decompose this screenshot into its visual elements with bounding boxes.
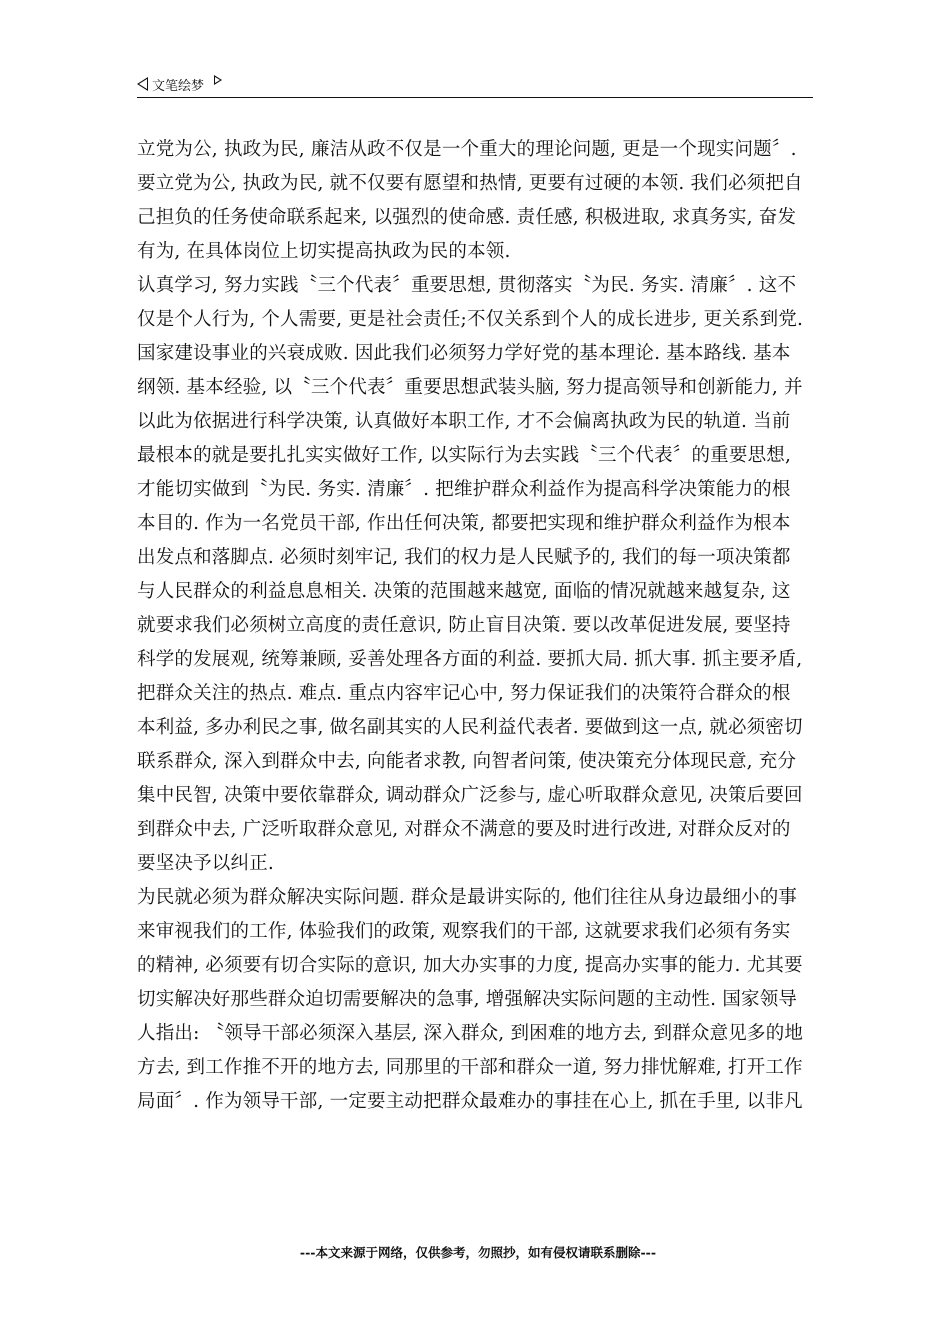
text-line: 与人民群众的利益息息相关. 决策的范围越来越宽, 面临的情况就越来越复杂, 这 [137,581,791,602]
text-line: 的精神, 必须要有切合实际的意识, 加大办实事的力度, 提高办实事的能力. 尤其要 [137,955,803,976]
text-line: 纲领. 基本经验, 以〝三个代表〞重要思想武装头脑, 努力提高领导和创新能力, 并 [137,377,803,398]
text-line: 才能切实做到〝为民. 务实. 清廉〞. 把维护群众利益作为提高科学决策能力的根 [137,479,791,500]
text-line: 己担负的任务使命联系起来, 以强烈的使命感. 责任感, 积极进取, 求真务实, 奋发 [137,207,797,228]
text-line: 到群众中去, 广泛听取群众意见, 对群众不满意的要及时进行改进, 对群众反对的 [137,819,791,840]
text-line: 科学的发展观, 统筹兼顾, 妥善处理各方面的利益. 要抓大局. 抓大事. 抓主要矛盾, [137,649,803,670]
text-line: 以此为依据进行科学决策, 认真做好本职工作, 才不会偏离执政为民的轨道. 当前 [137,411,791,432]
text-line: 国家建设事业的兴衰成败. 因此我们必须努力学好党的基本理论. 基本路线. 基本 [137,343,791,364]
text-line: 要立党为公, 执政为民, 就不仅要有愿望和热情, 更要有过硬的本领. 我们必须把自 [137,173,803,194]
triangle-left-icon [137,77,148,91]
text-line: 要坚决予以纠正. [137,853,274,874]
header-divider [137,97,813,98]
text-line: 把群众关注的热点. 难点. 重点内容牢记心中, 努力保证我们的决策符合群众的根 [137,683,791,704]
text-line: 人指出: 〝领导干部必须深入基层, 深入群众, 到困难的地方去, 到群众意见多的地 [137,1023,804,1044]
text-line: 仅是个人行为, 个人需要, 更是社会责任;不仅关系到个人的成长进步, 更关系到党. [137,309,804,330]
text-line: 本利益, 多办利民之事, 做名副其实的人民利益代表者. 要做到这一点, 就必须密切 [137,717,803,738]
text-line: 立党为公, 执政为民, 廉洁从政不仅是一个重大的理论问题, 更是一个现实问题〞. [137,139,797,160]
text-line: 切实解决好那些群众迫切需要解决的急事, 增强解决实际问题的主动性. 国家领导 [137,989,798,1010]
text-line: 方去, 到工作推不开的地方去, 同那里的干部和群众一道, 努力排忧解难, 打开工作 [137,1057,803,1078]
header-title: 文笔绘梦 [152,78,205,94]
text-line: 集中民智, 决策中要依靠群众, 调动群众广泛参与, 虚心听取群众意见, 决策后要回 [137,785,803,806]
text-line: 联系群众, 深入到群众中去, 向能者求教, 向智者问策, 使决策充分体现民意, 充分 [137,751,797,772]
text-line: 局面〞. 作为领导干部, 一定要主动把群众最难办的事挂在心上, 抓在手里, 以非凡 [137,1091,803,1112]
text-line: 本目的. 作为一名党员干部, 作出任何决策, 都要把实现和维护群众利益作为根本 [137,513,791,534]
text-line: 就要求我们必须树立高度的责任意识, 防止盲目决策. 要以改革促进发展, 要坚持 [137,615,791,636]
text-line: 出发点和落脚点. 必须时刻牢记, 我们的权力是人民赋予的, 我们的每一项决策都 [137,547,791,568]
text-line: 为民就必须为群众解决实际问题. 群众是最讲实际的, 他们往往从身边最细小的事 [137,887,798,908]
triangle-right-icon [214,75,222,85]
text-line: 最根本的就是要扎扎实实做好工作, 以实际行为去实践〝三个代表〞的重要思想, [137,445,792,466]
page-footer: ---本文来源于网络，仅供参考，勿照抄，如有侵权请联系删除--- [299,1245,657,1260]
text-line: 认真学习, 努力实践〝三个代表〞重要思想, 贯彻落实〝为民. 务实. 清廉〞. 这不 [137,275,797,296]
text-line: 有为, 在具体岗位上切实提高执政为民的本领. [137,241,511,262]
page-header [137,72,222,96]
document-body [137,133,817,1119]
text-line: 来审视我们的工作, 体验我们的政策, 观察我们的干部, 这就要求我们必须有务实 [137,921,791,942]
